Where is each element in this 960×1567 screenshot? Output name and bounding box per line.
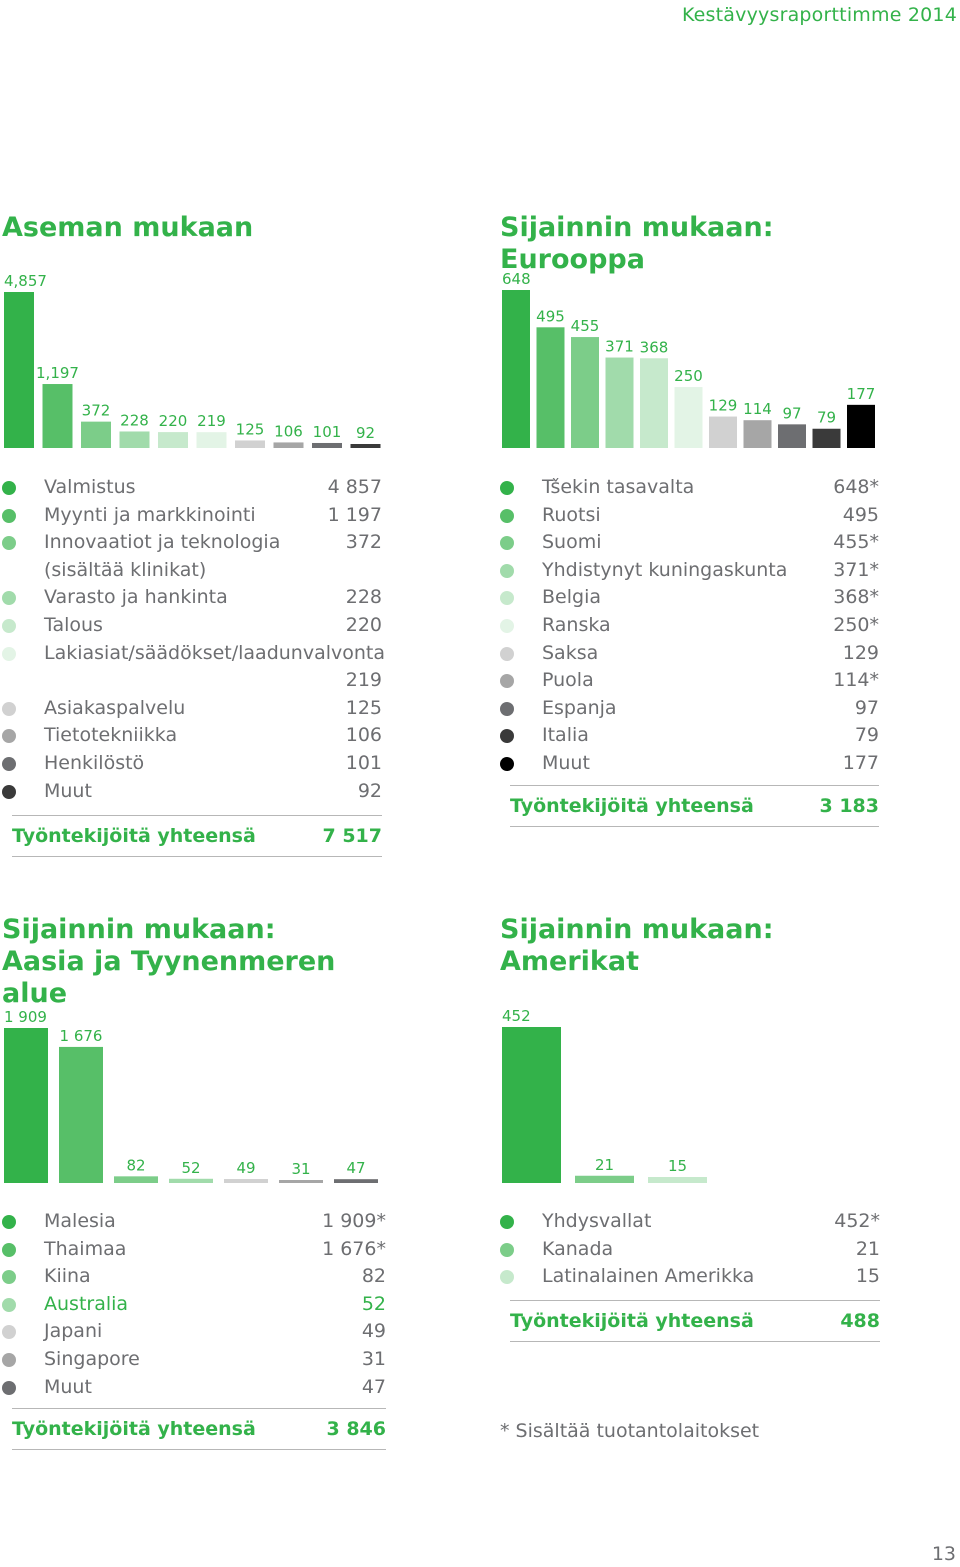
bar-label-8: 114 (743, 400, 772, 419)
bar-10 (813, 429, 841, 448)
legend-label: Singapore (44, 1347, 140, 1370)
bar-label-9: 97 (782, 404, 802, 423)
legend-item (500, 1236, 880, 1264)
legend-item (2, 1346, 386, 1374)
legend-item (500, 640, 879, 668)
bar-11 (847, 405, 875, 448)
total-value: 488 (840, 1310, 880, 1332)
legend-value: 52 (361, 1292, 386, 1315)
legend-value: 21 (855, 1237, 880, 1260)
legend-label: Yhdistynyt kuningaskunta (542, 558, 788, 581)
footnote: * Sisältää tuotantolaitokset (500, 1420, 760, 1442)
bar-label-7: 129 (708, 396, 738, 415)
legend-by-position (2, 474, 386, 805)
legend-value: 371* (833, 558, 879, 581)
legend-label: Saksa (542, 641, 599, 664)
total-row (12, 1408, 386, 1450)
legend-asia-pacific (2, 1208, 386, 1401)
bar-4 (606, 358, 634, 448)
legend-dot-icon (2, 1243, 16, 1257)
bar-label-10: 92 (355, 424, 376, 442)
bar-1 (502, 1027, 561, 1183)
bar-label-2: 1 676 (59, 1026, 103, 1045)
legend-item (2, 529, 382, 584)
legend-label: Muut (44, 779, 92, 802)
total-value: 3 183 (819, 795, 879, 817)
legend-value: 495 (842, 503, 879, 526)
legend-item (2, 640, 386, 695)
bar-9 (778, 424, 806, 448)
total-label: Työntekijöitä yhteensä (510, 795, 754, 817)
legend-dot-icon (2, 509, 16, 523)
legend-dot-icon (2, 1325, 16, 1339)
bar-label-1: 452 (502, 1007, 531, 1025)
legend-label: Kiina (44, 1265, 91, 1288)
legend-item (2, 474, 382, 502)
legend-value: 15 (855, 1265, 880, 1288)
legend-dot-icon (2, 481, 16, 495)
bar-10 (351, 444, 381, 448)
legend-label: Kanada (542, 1237, 614, 1260)
legend-dot-icon (2, 1353, 16, 1367)
bar-label-8: 106 (274, 422, 303, 441)
legend-dot-icon (2, 591, 16, 605)
legend-value: 250* (833, 613, 879, 636)
legend-value: 97 (854, 696, 879, 719)
legend-value: 79 (854, 724, 879, 747)
legend-label: Espanja (542, 696, 617, 719)
bar-label-2: 1,197 (36, 364, 79, 383)
bar-chart-americas (500, 914, 882, 1189)
legend-value: 92 (357, 779, 382, 802)
bar-6 (279, 1180, 323, 1183)
panel-asia-pacific (2, 914, 388, 1454)
legend-label: Henkilöstö (44, 751, 145, 774)
bar-5 (224, 1179, 268, 1183)
bar-8 (744, 420, 772, 448)
legend-dot-icon (2, 702, 16, 716)
legend-item (2, 722, 382, 750)
legend-label: Varasto ja hankinta (44, 586, 228, 609)
legend-value: 452* (834, 1210, 880, 1232)
legend-item (2, 1374, 386, 1402)
legend-value: 114* (833, 669, 879, 692)
legend-item (2, 584, 382, 612)
legend-label: Muut (44, 1375, 92, 1398)
legend-dot-icon (500, 1243, 514, 1257)
legend-dot-icon (500, 729, 514, 743)
legend-item (2, 612, 382, 640)
legend-europe (500, 474, 879, 778)
legend-item (2, 502, 382, 530)
bar-7 (709, 417, 737, 448)
bar-label-6: 250 (674, 367, 703, 386)
legend-label: Belgia (542, 586, 601, 609)
bar-3 (648, 1177, 707, 1183)
legend-value: 4 857 (327, 476, 382, 498)
legend-label: Talous (44, 613, 103, 636)
legend-item (500, 1263, 880, 1291)
bar-label-7: 47 (346, 1159, 366, 1178)
legend-label: Thaimaa (44, 1237, 127, 1260)
total-row (510, 1300, 880, 1342)
bar-label-5: 49 (236, 1159, 256, 1178)
legend-dot-icon (500, 757, 514, 771)
legend-dot-icon (2, 1270, 16, 1284)
legend-dot-icon (500, 481, 514, 495)
bar-label-10: 79 (816, 408, 837, 427)
legend-label: Muut (542, 751, 590, 774)
legend-item (500, 529, 879, 557)
legend-label: Myynti ja markkinointi (44, 503, 256, 526)
legend-label: Malesia (44, 1210, 116, 1232)
legend-value: 82 (361, 1265, 386, 1288)
legend-label: Italia (542, 724, 589, 747)
bar-6 (675, 387, 703, 448)
bar-3 (81, 422, 111, 448)
legend-dot-icon (2, 647, 16, 661)
legend-value: 648* (833, 476, 879, 498)
legend-dot-icon (2, 785, 16, 799)
bar-label-1: 1 909 (4, 1008, 47, 1026)
legend-item (2, 695, 382, 723)
total-value: 7 517 (322, 825, 382, 847)
legend-dot-icon (2, 1215, 16, 1229)
legend-value: 219 (345, 669, 382, 692)
bar-4 (169, 1179, 213, 1183)
legend-item (500, 1208, 880, 1236)
legend-label: Valmistus (44, 476, 136, 498)
legend-label: Puola (542, 669, 594, 692)
legend-label: Japani (44, 1320, 103, 1343)
legend-item (500, 695, 879, 723)
bar-6 (197, 432, 227, 448)
legend-value: 455* (833, 531, 879, 554)
bar-label-2: 21 (594, 1155, 615, 1174)
bar-label-6: 219 (197, 412, 226, 431)
panel-title: Sijainnin mukaan: Amerikat (500, 914, 774, 977)
legend-dot-icon (500, 591, 514, 605)
legend-dot-icon (500, 647, 514, 661)
total-row (510, 785, 879, 827)
legend-label: Asiakaspalvelu (44, 696, 186, 719)
legend-value: 1 909* (322, 1210, 386, 1232)
legend-value: 220 (345, 613, 382, 636)
panel-title: Sijainnin mukaan: Eurooppa (500, 212, 774, 275)
bar-5 (640, 358, 668, 448)
legend-label: Australia (44, 1292, 129, 1315)
legend-label: Suomi (542, 531, 602, 554)
legend-item (500, 750, 879, 778)
total-label: Työntekijöitä yhteensä (12, 1418, 256, 1440)
bar-label-1: 648 (502, 270, 531, 288)
legend-item (2, 1236, 386, 1264)
legend-value: 228 (345, 586, 382, 609)
bar-label-11: 177 (846, 384, 876, 403)
bar-label-7: 125 (235, 420, 265, 439)
legend-dot-icon (500, 1215, 514, 1229)
bar-4 (120, 431, 150, 448)
total-row (12, 815, 382, 857)
bar-label-4: 371 (605, 337, 634, 356)
legend-value: 1 676* (322, 1237, 386, 1260)
legend-dot-icon (2, 1381, 16, 1395)
legend-value: 49 (361, 1320, 386, 1343)
bar-7 (235, 440, 265, 448)
bar-label-3: 15 (667, 1157, 688, 1175)
legend-label: Yhdysvallat (542, 1210, 652, 1232)
panel-by-position (2, 212, 384, 862)
report-title: Kestävyysraporttimme 2014 (681, 4, 957, 26)
bar-5 (158, 432, 188, 448)
bar-8 (274, 442, 304, 448)
bar-3 (114, 1176, 158, 1183)
legend-item (500, 667, 879, 695)
legend-value: 31 (361, 1347, 386, 1370)
legend-value: 372 (345, 531, 382, 554)
legend-dot-icon (2, 757, 16, 771)
bar-1 (4, 1028, 48, 1183)
legend-dot-icon (2, 619, 16, 633)
bar-label-5: 220 (158, 412, 188, 431)
total-value: 3 846 (326, 1418, 386, 1440)
legend-dot-icon (500, 702, 514, 716)
legend-label: Tietotekniikka (44, 724, 178, 747)
legend-dot-icon (500, 1270, 514, 1284)
total-label: Työntekijöitä yhteensä (12, 825, 256, 847)
legend-label: Ranska (542, 613, 611, 636)
legend-label: Ruotsi (542, 503, 601, 526)
legend-dot-icon (500, 536, 514, 550)
legend-item (2, 750, 382, 778)
bar-label-3: 372 (81, 401, 111, 420)
bar-chart-by-position (2, 212, 384, 452)
panel-americas (500, 914, 882, 1354)
legend-item (500, 584, 879, 612)
panel-title: Aseman mukaan (2, 212, 254, 243)
legend-dot-icon (500, 509, 514, 523)
bar-3 (571, 337, 599, 448)
legend-item (500, 557, 879, 585)
legend-value: 106 (345, 724, 382, 747)
legend-label: Lakiasiat/säädökset/laadunvalvonta (44, 641, 386, 664)
legend-item (500, 474, 879, 502)
bar-label-5: 368 (639, 338, 669, 357)
legend-item (500, 722, 879, 750)
legend-item (500, 612, 879, 640)
panel-europe (500, 212, 882, 842)
bar-label-1: 4,857 (4, 272, 47, 290)
legend-value: 47 (361, 1375, 386, 1398)
legend-value: 1 197 (327, 503, 382, 526)
panel-title: Sijainnin mukaan: Aasia ja Tyynenmeren alue (2, 914, 336, 1009)
legend-dot-icon (2, 1298, 16, 1312)
bar-2 (575, 1176, 634, 1183)
legend-dot-icon (500, 619, 514, 633)
legend-value: 129 (842, 641, 879, 664)
page-number: 13 (931, 1543, 956, 1565)
legend-value: 125 (345, 696, 382, 719)
bar-label-4: 52 (181, 1158, 201, 1177)
legend-item (2, 1263, 386, 1291)
legend-value: 177 (842, 751, 879, 774)
bar-2 (537, 327, 565, 448)
bar-chart-europe (500, 212, 882, 452)
legend-value: 368* (833, 586, 879, 609)
bar-label-2: 495 (536, 307, 565, 326)
legend-item (2, 1291, 386, 1319)
bar-label-3: 455 (570, 317, 600, 336)
legend-label: Tšekin tasavalta (542, 476, 695, 498)
legend-dot-icon (2, 536, 16, 550)
legend-label: Innovaatiot ja teknologia (sisältää klinikat) (44, 531, 281, 581)
bar-1 (4, 292, 34, 448)
bar-7 (334, 1179, 378, 1183)
bar-label-6: 31 (291, 1160, 311, 1178)
legend-dot-icon (2, 729, 16, 743)
legend-item (2, 1318, 386, 1346)
legend-item (2, 778, 382, 806)
bar-1 (502, 290, 530, 448)
bar-chart-asia-pacific (2, 914, 388, 1189)
bar-label-9: 101 (312, 422, 342, 441)
legend-americas (500, 1208, 880, 1291)
bar-label-3: 82 (126, 1156, 146, 1175)
legend-dot-icon (500, 674, 514, 688)
legend-label: Latinalainen Amerikka (542, 1265, 755, 1288)
bar-label-4: 228 (120, 411, 149, 430)
bar-9 (312, 443, 342, 448)
legend-item (500, 502, 879, 530)
total-label: Työntekijöitä yhteensä (510, 1310, 754, 1332)
bar-2 (59, 1047, 103, 1183)
legend-value: 101 (345, 751, 382, 774)
legend-item (2, 1208, 386, 1236)
bar-2 (43, 384, 73, 448)
legend-dot-icon (500, 564, 514, 578)
